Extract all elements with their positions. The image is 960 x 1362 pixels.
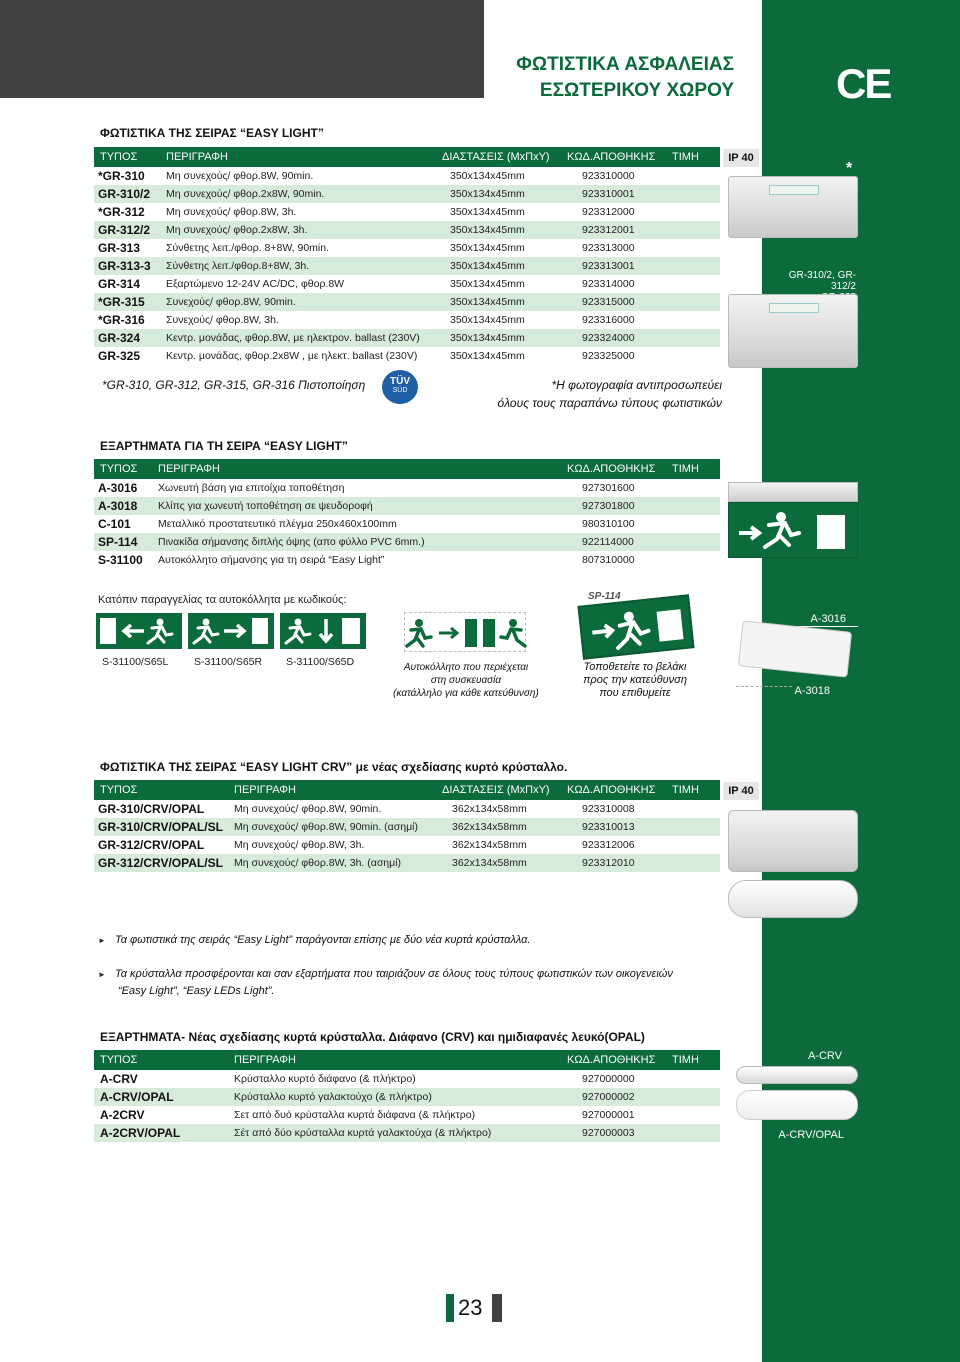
cell-desc: Κρύσταλλο κυρτό γαλακτούχο (& πλήκτρο) bbox=[234, 1091, 432, 1103]
sticker-code-3: S-31100/S65D bbox=[286, 656, 355, 668]
page-number-bar-left bbox=[446, 1294, 454, 1322]
included-note bbox=[384, 661, 548, 700]
cert-note: *GR-310, GR-312, GR-315, GR-316 Πιστοποίηση bbox=[102, 378, 366, 392]
col-type: ΤΥΠΟΣ bbox=[100, 1054, 138, 1066]
table-row bbox=[94, 551, 720, 569]
cell-type: GR-312/2 bbox=[98, 223, 151, 237]
a3016-label: A-3016 bbox=[810, 613, 846, 625]
arrow-right-exit-icon bbox=[190, 615, 272, 647]
table-row bbox=[94, 800, 720, 818]
cell-dims: 362x134x58mm bbox=[452, 857, 527, 869]
col-type: ΤΥΠΟΣ bbox=[100, 784, 138, 796]
cell-type: *GR-316 bbox=[98, 313, 145, 327]
col-desc: ΠΕΡΙΓΡΑΦΗ bbox=[166, 151, 228, 163]
cell-type: A-CRV bbox=[100, 1072, 138, 1086]
running-man-icon bbox=[729, 503, 859, 559]
section3-table-header bbox=[94, 780, 720, 800]
section2-title: ΕΞΑΡΤΗΜΑΤΑ ΓΙΑ ΤΗ ΣΕΙΡΑ “EASY LIGHT” bbox=[100, 439, 348, 453]
cell-dims: 350x134x45mm bbox=[450, 242, 525, 254]
sp114-label: SP-114 bbox=[588, 591, 621, 602]
table-row bbox=[94, 1106, 720, 1124]
table-row bbox=[94, 311, 720, 329]
bullet-2 bbox=[98, 966, 728, 999]
cell-code: 923310001 bbox=[582, 188, 635, 200]
table-row bbox=[94, 533, 720, 551]
cell-dims: 350x134x45mm bbox=[450, 206, 525, 218]
cell-code: 927301600 bbox=[582, 482, 635, 494]
table-row bbox=[94, 479, 720, 497]
ip-badge: IP 40 bbox=[723, 149, 759, 167]
tuv-seal-icon bbox=[382, 370, 418, 404]
cell-dims: 362x134x58mm bbox=[452, 839, 527, 851]
cell-type: GR-312/CRV/OPAL bbox=[98, 838, 205, 852]
cell-code: 923313000 bbox=[582, 242, 635, 254]
photo-asterisk: * bbox=[846, 160, 853, 177]
cell-desc: Σετ από δυό κρύσταλλα κυρτά διάφανα (& πλήκτρο) bbox=[234, 1109, 476, 1121]
cell-type: A-2CRV bbox=[100, 1108, 145, 1122]
section3-title: ΦΩΤΙΣΤΙΚΑ ΤΗΣ ΣΕΙΡΑΣ “EASY LIGHT CRV” με νέας σχεδίασης κυρτό κρύσταλλο. bbox=[100, 760, 568, 774]
order-note: Κατόπιν παραγγελίας τα αυτοκόλλητα με κωδικούς: bbox=[98, 594, 347, 606]
cell-type: GR-314 bbox=[98, 277, 141, 291]
page-title-line1: ΦΩΤΙΣΤΙΚΑ ΑΣΦΑΛΕΙΑΣ bbox=[516, 54, 734, 75]
cell-type: S-31100 bbox=[98, 553, 143, 567]
section3-table bbox=[94, 780, 720, 872]
exit-indicator-icon bbox=[769, 185, 819, 195]
cell-desc: Χωνευτή βάση για επιτοίχια τοποθέτηση bbox=[158, 482, 345, 494]
col-desc: ΠΕΡΙΓΡΑΦΗ bbox=[234, 1054, 296, 1066]
cell-desc: Μη συνεχούς/ φθορ.2x8W, 90min. bbox=[166, 188, 325, 200]
section2-table bbox=[94, 459, 720, 569]
col-price: ΤΙΜΗ bbox=[672, 1054, 699, 1066]
bullet-1-text: Τα φωτιστικά της σειράς “Easy Light” παράγονται επίσης με δύο νέα κυρτά κρύσταλλα. bbox=[114, 934, 531, 946]
cell-dims: 362x134x58mm bbox=[452, 803, 527, 815]
exit-indicator-icon bbox=[769, 303, 819, 313]
cell-desc: Μη συνεχούς/ φθορ.8W, 3h. (ασημί) bbox=[234, 857, 402, 869]
cell-dims: 350x134x45mm bbox=[450, 332, 525, 344]
table-row bbox=[94, 497, 720, 515]
cell-dims: 350x134x45mm bbox=[450, 278, 525, 290]
cell-type: SP-114 bbox=[98, 535, 138, 549]
section1-table bbox=[94, 147, 720, 365]
cell-code: 927000001 bbox=[582, 1109, 635, 1121]
tuv-sub: SÜD bbox=[392, 387, 408, 394]
cell-code: 923315000 bbox=[582, 296, 635, 308]
col-type: ΤΥΠΟΣ bbox=[100, 463, 138, 475]
section1-table-header bbox=[94, 147, 720, 167]
bullet-1 bbox=[98, 932, 718, 949]
table-row bbox=[94, 1070, 720, 1088]
col-type: ΤΥΠΟΣ bbox=[100, 151, 138, 163]
cell-dims: 350x134x45mm bbox=[450, 188, 525, 200]
cell-desc: Συνεχούς/ φθορ.8W, 3h. bbox=[166, 314, 279, 326]
cell-code: 922114000 bbox=[582, 536, 634, 548]
table-row bbox=[94, 275, 720, 293]
opal-label: A-CRV/OPAL bbox=[778, 1129, 844, 1141]
cell-dims: 350x134x45mm bbox=[450, 170, 525, 182]
section4-title bbox=[100, 1030, 645, 1044]
photo-note-line1: *Η φωτογραφία αντιπροσωπεύει bbox=[551, 378, 722, 392]
cell-type: *GR-310 bbox=[98, 169, 145, 183]
cell-dims: 350x134x45mm bbox=[450, 260, 525, 272]
crv-photo-1 bbox=[728, 810, 858, 872]
header-dark-block bbox=[0, 0, 484, 98]
cell-desc: Κεντρ. μονάδας, φθορ.2x8W , με ηλεκτ. ballast (230V) bbox=[166, 350, 418, 362]
cell-type: C-101 bbox=[98, 517, 131, 531]
cell-type: GR-325 bbox=[98, 349, 141, 363]
cell-dims: 362x134x58mm bbox=[452, 821, 527, 833]
cell-desc: Σύνθετης λειτ./φθορ. 8+8W, 90min. bbox=[166, 242, 330, 254]
product-photo-gr310-2 bbox=[728, 294, 858, 368]
page-number: 23 bbox=[458, 1295, 483, 1320]
table-row bbox=[94, 836, 720, 854]
cell-code: 923312001 bbox=[582, 224, 635, 236]
cell-type: GR-324 bbox=[98, 331, 141, 345]
section4-table-header bbox=[94, 1050, 720, 1070]
cell-dims: 350x134x45mm bbox=[450, 224, 525, 236]
cell-desc: Συνεχούς/ φθορ.8W, 90min. bbox=[166, 296, 296, 308]
cell-code: 923312000 bbox=[582, 206, 635, 218]
table-row bbox=[94, 257, 720, 275]
col-desc: ΠΕΡΙΓΡΑΦΗ bbox=[234, 784, 296, 796]
cell-type: *GR-312 bbox=[98, 205, 145, 219]
cell-type: GR-310/2 bbox=[98, 187, 151, 201]
sp114-sign bbox=[577, 594, 694, 659]
table-row bbox=[94, 1088, 720, 1106]
page-number-bar-right bbox=[492, 1294, 502, 1322]
cell-code: 980310100 bbox=[582, 518, 635, 530]
table-row bbox=[94, 239, 720, 257]
photo-caption-line1: GR-310/2, GR-312/2 bbox=[788, 270, 856, 292]
table-row bbox=[94, 203, 720, 221]
table-row bbox=[94, 854, 720, 872]
cell-desc: Μη συνεχούς/ φθορ.8W, 3h. bbox=[234, 839, 365, 851]
sticker-code-1: S-31100/S65L bbox=[102, 656, 169, 668]
cell-desc: Κεντρ. μονάδας, φθορ.8W, με ηλεκτρον. ballast (230V) bbox=[166, 332, 420, 344]
cell-desc: Εξαρτώμενο 12-24V AC/DC, φθορ.8W bbox=[166, 278, 345, 290]
cell-code: 927000003 bbox=[582, 1127, 635, 1139]
table-row bbox=[94, 1124, 720, 1142]
cell-type: A-3018 bbox=[98, 499, 138, 513]
cell-code: 927000002 bbox=[582, 1091, 635, 1103]
table-row bbox=[94, 329, 720, 347]
col-code: ΚΩΔ.ΑΠΟΘΗΚΗΣ bbox=[567, 463, 656, 475]
cell-desc: Μη συνεχούς/ φθορ.8W, 3h. bbox=[166, 206, 297, 218]
cell-type: GR-313 bbox=[98, 241, 141, 255]
cell-type: GR-310/CRV/OPAL bbox=[98, 802, 205, 816]
page-title bbox=[500, 52, 734, 104]
opal-glass-photo bbox=[736, 1090, 858, 1120]
crv-glass-photo bbox=[736, 1066, 858, 1084]
sp114-exit-icon bbox=[580, 596, 693, 657]
a3018-clip-photo bbox=[736, 686, 792, 694]
cell-desc: Κρύσταλλο κυρτό διάφανο (& πλήκτρο) bbox=[234, 1073, 416, 1085]
section4-rows bbox=[94, 1070, 720, 1142]
crv-label: A-CRV bbox=[807, 1050, 842, 1062]
cell-dims: 350x134x45mm bbox=[450, 314, 525, 326]
cell-desc: Μεταλλικό προστατευτικό πλέγμα 250x460x100mm bbox=[158, 518, 397, 530]
section2-table-header bbox=[94, 459, 720, 479]
cell-desc: Μη συνεχούς/ φθορ.8W, 90min. bbox=[234, 803, 382, 815]
cell-code: 923324000 bbox=[582, 332, 635, 344]
bullet-arrow-icon: ► bbox=[98, 936, 106, 945]
cell-desc: Μη συνεχούς/ φθορ.2x8W, 3h. bbox=[166, 224, 308, 236]
cell-code: 923316000 bbox=[582, 314, 635, 326]
exit-panel bbox=[728, 502, 858, 558]
included-note-line3: (κατάλληλο για κάθε κατεύθυνση) bbox=[393, 688, 539, 699]
cell-code: 923310008 bbox=[582, 803, 635, 815]
ce-mark: CE bbox=[836, 60, 891, 107]
cell-code: 807310000 bbox=[582, 554, 635, 566]
cell-code: 927000000 bbox=[582, 1073, 635, 1085]
table-row bbox=[94, 293, 720, 311]
bullet-arrow-icon: ► bbox=[98, 970, 106, 979]
sticker-code-2: S-31100/S65R bbox=[194, 656, 263, 668]
cell-code: 923312010 bbox=[582, 857, 635, 869]
cell-code: 927301800 bbox=[582, 500, 635, 512]
cell-dims: 350x134x45mm bbox=[450, 296, 525, 308]
exit-sign-photo bbox=[728, 482, 858, 562]
bullet-2-line1: Τα κρύσταλλα προσφέρονται και σαν εξαρτήματα που ταιριάζουν σε όλους τους τύπους φωτιστικών των οικογενειών bbox=[114, 968, 673, 980]
photo-note-line2: όλους τους παραπάνω τύπους φωτιστικών bbox=[497, 396, 722, 410]
cell-desc: Πινακίδα σήμανσης διπλής όψης (απο φύλλο PVC 6mm.) bbox=[158, 536, 425, 548]
col-dims: ΔΙΑΣΤΑΣΕΙΣ (ΜxΠxΥ) bbox=[442, 151, 550, 163]
cell-desc: Σέτ από δύο κρύσταλλα κυρτά γαλακτούχα (& πλήκτρο) bbox=[234, 1127, 492, 1139]
table-row bbox=[94, 818, 720, 836]
cell-code: 923313001 bbox=[582, 260, 635, 272]
sticker-s65r bbox=[188, 613, 274, 649]
arrow-down-exit-icon bbox=[282, 615, 364, 647]
sticker-s65d bbox=[280, 613, 366, 649]
cell-type: A-2CRV/OPAL bbox=[100, 1126, 181, 1140]
cell-code: 923314000 bbox=[582, 278, 635, 290]
included-note-line1: Αυτοκόλλητο που περιέχεται bbox=[403, 662, 529, 673]
col-price: ΤΙΜΗ bbox=[672, 463, 699, 475]
cell-type: GR-310/CRV/OPAL/SL bbox=[98, 820, 223, 834]
cell-dims: 350x134x45mm bbox=[450, 350, 525, 362]
section1-title: ΦΩΤΙΣΤΙΚΑ ΤΗΣ ΣΕΙΡΑΣ “EASY LIGHT” bbox=[100, 126, 324, 140]
photo-note bbox=[470, 376, 722, 412]
sp114-note-line3: που επιθυμείτε bbox=[599, 687, 671, 699]
table-row bbox=[94, 185, 720, 203]
ip-badge-crv: IP 40 bbox=[723, 782, 759, 800]
cell-desc: Αυτοκόλλητο σήμανσης για τη σειρά “Easy Light” bbox=[158, 554, 385, 566]
col-dims: ΔΙΑΣΤΑΣΕΙΣ (ΜxΠxΥ) bbox=[442, 784, 550, 796]
cell-desc: Κλίπς για χωνευτή τοποθέτηση σε ψευδοροφή bbox=[158, 500, 373, 512]
cell-type: GR-312/CRV/OPAL/SL bbox=[98, 856, 223, 870]
cell-type: *GR-315 bbox=[98, 295, 145, 309]
sticker-s65l bbox=[96, 613, 182, 649]
section4-title-part1: ΕΞΑΡΤΗΜΑΤΑ- Νέας σχεδίασης κυρτά κρύσταλλα. bbox=[100, 1030, 389, 1044]
sp114-note-line2: προς την κατεύθυνση bbox=[583, 674, 687, 686]
section4-table bbox=[94, 1050, 720, 1142]
col-price: ΤΙΜΗ bbox=[672, 784, 699, 796]
cell-code: 923325000 bbox=[582, 350, 635, 362]
sp114-note-line1: Τοποθετείτε το βελάκι bbox=[583, 661, 687, 673]
cell-code: 923310000 bbox=[582, 170, 635, 182]
crv-photo-2 bbox=[728, 880, 858, 918]
col-code: ΚΩΔ.ΑΠΟΘΗΚΗΣ bbox=[567, 784, 656, 796]
cell-type: A-3016 bbox=[98, 481, 138, 495]
page-title-line2: ΕΣΩΤΕΡΙΚΟΥ ΧΩΡΟΥ bbox=[539, 80, 734, 101]
col-code: ΚΩΔ.ΑΠΟΘΗΚΗΣ bbox=[567, 1054, 656, 1066]
section1-rows bbox=[94, 167, 720, 365]
col-desc: ΠΕΡΙΓΡΑΦΗ bbox=[158, 463, 220, 475]
a3018-label: A-3018 bbox=[794, 685, 830, 697]
col-price: ΤΙΜΗ bbox=[672, 151, 699, 163]
cell-desc: Μη συνεχούς/ φθορ.8W, 90min. (ασημί) bbox=[234, 821, 418, 833]
bullet-2-line2: “Easy Light”, “Easy LEDs Light”. bbox=[118, 985, 275, 997]
section4-title-part2: Διάφανο (CRV) και ημιδιαφανές λευκό(OPAL) bbox=[388, 1030, 645, 1044]
table-row bbox=[94, 167, 720, 185]
cell-desc: Σύνθετης λειτ./φθορ.8+8W, 3h. bbox=[166, 260, 310, 272]
section2-rows bbox=[94, 479, 720, 569]
included-sticker-icon bbox=[405, 613, 527, 653]
sp114-note bbox=[570, 661, 700, 700]
tuv-label: TÜV bbox=[390, 376, 410, 387]
cell-code: 923310013 bbox=[582, 821, 635, 833]
table-row bbox=[94, 221, 720, 239]
included-note-line2: στη συσκευασία bbox=[430, 675, 502, 686]
table-row bbox=[94, 347, 720, 365]
cell-type: A-CRV/OPAL bbox=[100, 1090, 174, 1104]
cell-type: GR-313-3 bbox=[98, 259, 151, 273]
table-row bbox=[94, 515, 720, 533]
product-photo-gr310 bbox=[728, 176, 858, 238]
cell-desc: Μη συνεχούς/ φθορ.8W, 90min. bbox=[166, 170, 314, 182]
luminaire-body bbox=[728, 482, 858, 502]
section3-rows bbox=[94, 800, 720, 872]
included-sticker bbox=[404, 612, 526, 652]
col-code: ΚΩΔ.ΑΠΟΘΗΚΗΣ bbox=[567, 151, 656, 163]
cell-code: 923312006 bbox=[582, 839, 635, 851]
arrow-left-exit-icon bbox=[98, 615, 180, 647]
